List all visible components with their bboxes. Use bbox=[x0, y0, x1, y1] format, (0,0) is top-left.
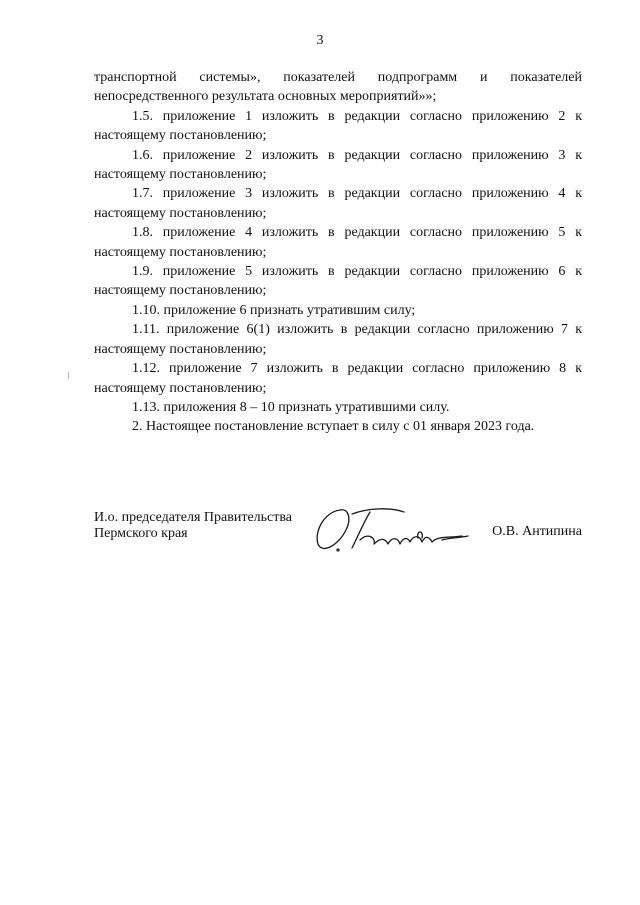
margin-mark bbox=[68, 372, 69, 379]
handwritten-signature bbox=[312, 502, 482, 562]
signature-block bbox=[94, 510, 582, 570]
signatory-title bbox=[94, 510, 292, 542]
document-body bbox=[94, 68, 582, 437]
signatory-name: О.В. Антипина bbox=[492, 524, 582, 539]
paragraph-2: 2. Настоящее постановление вступает в силу с 01 января 2023 года. bbox=[132, 419, 535, 435]
paragraph-1-8: 1.8. приложение 4 изложить в редакции согласно приложению 5 к настоящему постановлению; bbox=[94, 225, 582, 260]
paragraph-1-12: 1.12. приложение 7 изложить в редакции согласно приложению 8 к настоящему постановлению; bbox=[94, 361, 582, 396]
paragraph-1-11: 1.11. приложение 6(1) изложить в редакции согласно приложению 7 к настоящему постановлению; bbox=[94, 322, 582, 357]
paragraph-1-6: 1.6. приложение 2 изложить в редакции согласно приложению 3 к настоящему постановлению; bbox=[94, 147, 582, 183]
signatory-title-line1: И.о. председателя Правительства bbox=[94, 510, 293, 525]
paragraph-1-9: 1.9. приложение 5 изложить в редакции согласно приложению 6 к настоящему постановлению; bbox=[94, 264, 582, 299]
paragraph-1-13: 1.13. приложения 8 – 10 признать утратившими силу. bbox=[132, 399, 450, 415]
paragraph-1-10: 1.10. приложение 6 признать утратившим силу; bbox=[132, 302, 416, 318]
paragraph-continuation: транспортной системы», показателей подпрограмм и показателей непосредственного результата основных мероприятий»»; bbox=[94, 70, 582, 105]
paragraph-1-7: 1.7. приложение 3 изложить в редакции согласно приложению 4 к настоящему постановлению; bbox=[94, 186, 582, 221]
page-number: 3 bbox=[316, 33, 324, 48]
signatory-title-line2: Пермского края bbox=[94, 526, 188, 541]
paragraph-1-5: 1.5. приложение 1 изложить в редакции согласно приложению 2 к настоящему постановлению; bbox=[94, 108, 582, 144]
